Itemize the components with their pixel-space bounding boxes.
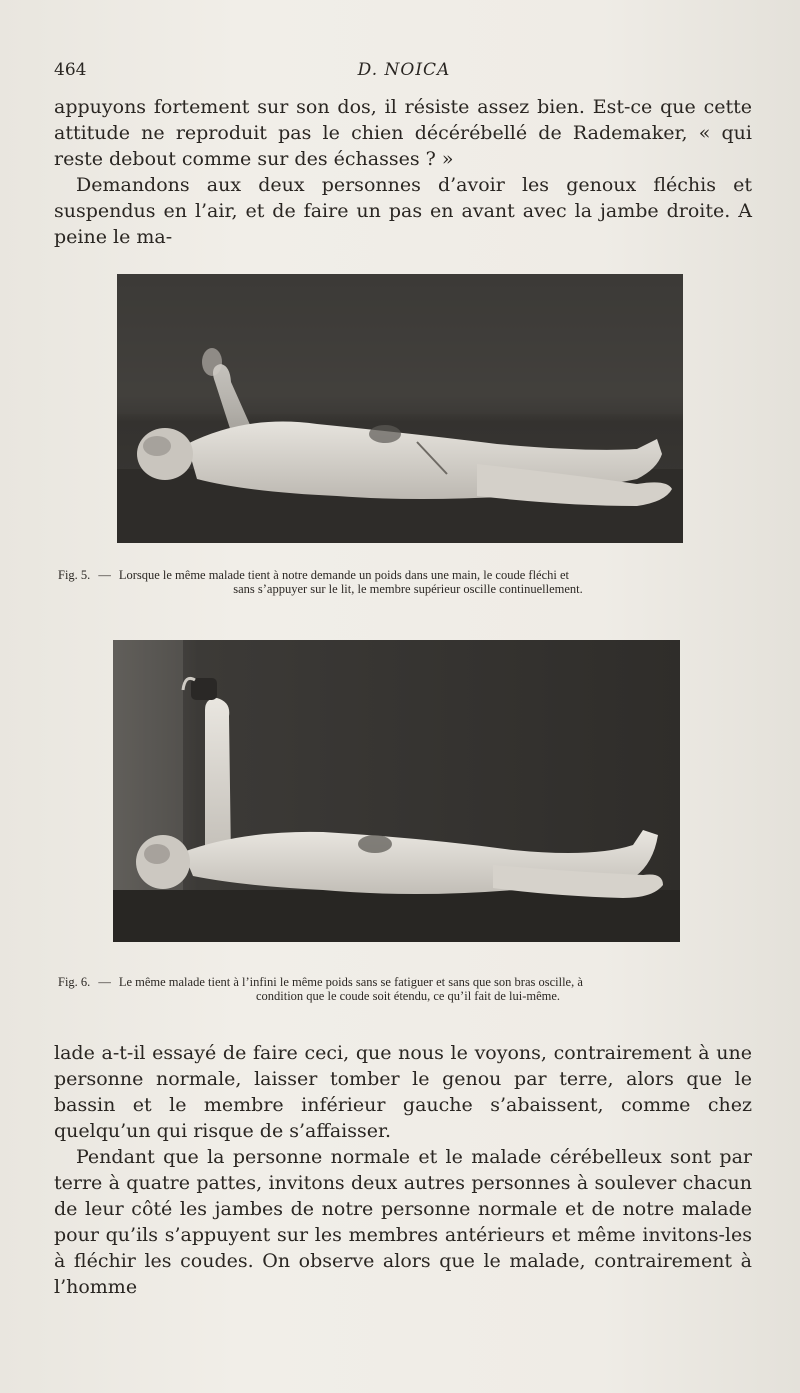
caption-line: sans s’appuyer sur le lit, le membre supérieur oscille continuellement.	[233, 582, 583, 596]
running-head	[54, 60, 754, 84]
caption-line	[58, 975, 758, 989]
caption-line: condition que le coude soit étendu, ce qu’il fait de lui-même.	[255, 989, 561, 1003]
caption-line	[58, 568, 758, 582]
caption-text: Le même malade tient à l’infini le même poids sans se fatiguer et sans que son bras oscille, à	[118, 975, 583, 989]
paragraph: lade a-t-il essayé de faire ceci, que nous le voyons, contrairement à une personne normale, laisser tomber le genou par terre, alors que le bassin et le membre inférieur gauche s’abaissent, comme chez quelqu’un qui risque de s’affaisser.	[54, 1042, 752, 1142]
figure-label: Fig. 5.	[58, 568, 91, 582]
paragraph: appuyons fortement sur son dos, il résiste assez bien. Est-ce que cette attitude ne reproduit pas le chien décérébellé de Rademaker, « qui reste debout comme sur des échasses ? »	[54, 96, 752, 170]
caption-dash: —	[98, 568, 111, 582]
figure-label: Fig. 6.	[58, 975, 91, 989]
caption-dash: —	[98, 975, 111, 989]
figure-6-photo	[113, 640, 680, 942]
paragraph: Demandons aux deux personnes d’avoir les genoux fléchis et suspendus en l’air, et de faire un pas en avant avec la jambe droite. A peine le ma-	[54, 174, 752, 248]
paragraph: Pendant que la personne normale et le malade cérébelleux sont par terre à quatre pattes, invitons deux autres personnes à soulever chacun de leur côté les jambes de notre personne normale et de notre malade pour qu’ils s’appuyent sur les membres antérieurs et même invitons-les à fléchir les coudes. On observe alors que le malade, contrairement à l’homme	[54, 1146, 752, 1298]
running-title: D. NOICA	[357, 60, 451, 80]
figure-5-photo	[117, 274, 683, 543]
figure-6-caption	[58, 975, 758, 1003]
caption-text: Lorsque le même malade tient à notre demande un poids dans une main, le coude fléchi et	[118, 568, 570, 582]
body-text-bottom	[54, 1040, 752, 1300]
figure-5-caption	[58, 568, 758, 596]
page-number: 464	[54, 60, 87, 80]
body-text-top	[54, 94, 752, 250]
